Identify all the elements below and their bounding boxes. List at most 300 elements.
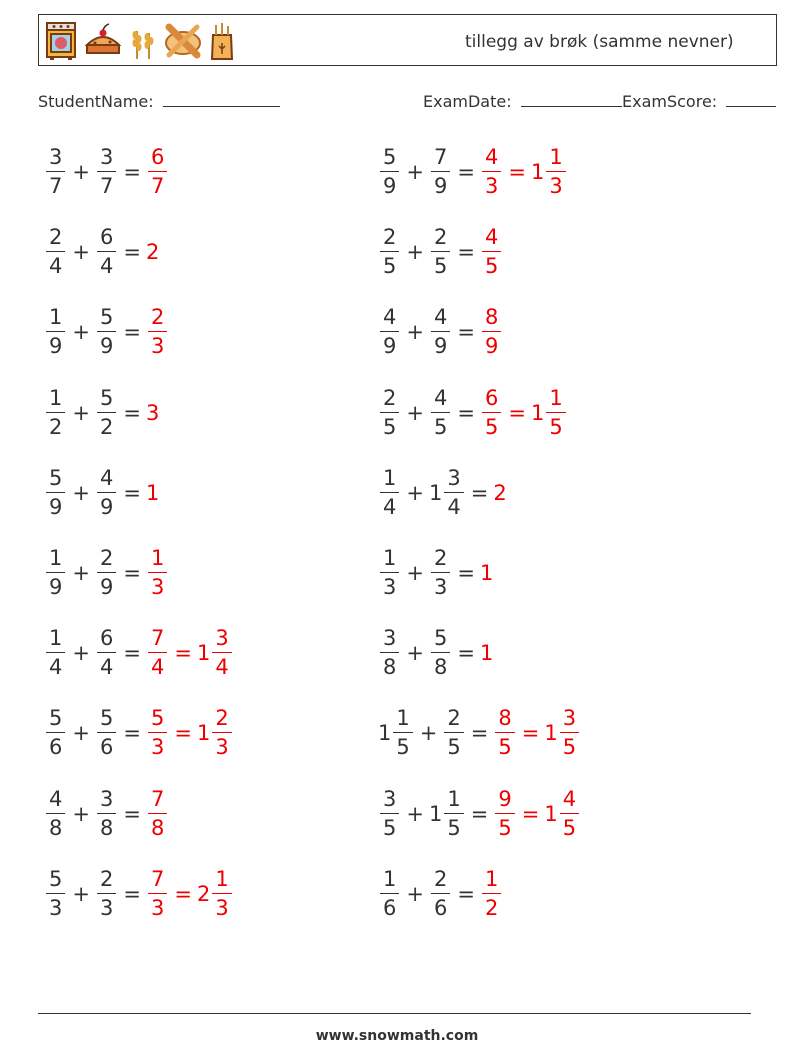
denominator: 3 [150,735,165,760]
fraction [148,147,167,197]
denominator: 7 [99,174,114,198]
fraction [380,866,399,920]
number [197,628,234,678]
pie-icon [83,21,123,61]
problem-12 [378,541,493,605]
fraction [380,786,399,840]
denominator: 5 [383,815,397,840]
number [480,227,503,277]
plus-sign: + [406,320,424,345]
whole-part: 3 [145,400,160,425]
denominator: 6 [49,735,63,760]
plus-sign: + [72,160,90,184]
number [428,465,466,519]
number [146,481,159,505]
denominator: 3 [150,334,165,359]
answer [146,401,159,425]
fraction [482,227,501,277]
footer-divider [38,1013,751,1014]
worksheet-header [38,14,777,66]
number [429,385,452,439]
numerator: 6 [97,227,116,252]
denominator: 3 [99,895,114,920]
denominator: 5 [383,414,397,439]
equals-sign: = [123,320,141,345]
denominator: 4 [215,655,229,680]
numerator: 3 [380,789,399,814]
number [44,227,67,277]
denominator: 9 [49,494,63,519]
numerator: 8 [495,708,514,733]
number [95,465,118,519]
number [480,866,503,920]
numerator: 2 [46,227,65,252]
number [378,628,401,678]
fraction [148,708,167,758]
worksheet-title: tillegg av brøk (samme nevner) [465,32,734,52]
number [442,708,465,758]
denominator: 9 [99,575,114,599]
denominator: 9 [433,174,448,198]
numerator: 6 [97,628,116,653]
problem-11 [44,541,169,605]
plus-sign: + [72,721,90,746]
denominator: 9 [49,575,63,599]
numerator: 1 [46,548,65,573]
numerator: 4 [431,307,450,332]
denominator: 9 [383,174,397,198]
number [95,708,118,758]
number [95,227,118,277]
number [44,465,67,519]
equals-sign: = [457,320,475,345]
denominator: 5 [484,414,499,439]
number [378,548,401,598]
fraction [380,628,399,678]
numerator: 4 [482,147,501,172]
fraction [46,385,65,439]
fraction [97,227,116,277]
number [146,147,169,197]
numerator: 4 [97,468,116,493]
fraction [431,548,450,598]
problem-15 [44,701,234,765]
number [480,307,503,357]
number [95,307,118,357]
numerator: 2 [431,548,450,573]
fraction [482,866,501,920]
number [44,708,67,758]
answer [480,641,493,665]
denominator: 8 [99,815,114,840]
problem-10 [378,461,507,525]
plus-sign: + [72,400,90,425]
plus-sign: + [406,160,424,184]
number [480,147,503,197]
fraction [431,385,450,439]
denominator: 8 [433,655,448,680]
problem-8 [378,381,568,445]
denominator: 8 [150,815,165,840]
numerator: 1 [46,307,65,332]
exam-date-field[interactable] [423,92,622,111]
number [146,401,159,425]
exam-date-label: ExamDate: [423,92,512,111]
whole-part: 1 [428,801,443,826]
problem-14 [378,621,493,685]
fraction [431,628,450,678]
flour-sack-icon [209,21,235,61]
fraction [148,786,167,840]
equals-sign: = [123,400,141,425]
number [196,866,234,920]
header-icons [45,19,235,63]
fraction [148,628,167,678]
equals-sign: = [521,721,540,746]
number [480,385,503,439]
plus-sign: + [406,881,424,906]
denominator: 7 [150,174,165,198]
fraction [380,385,399,439]
number [493,481,506,505]
numerator: 3 [444,468,463,493]
numerator: 1 [212,869,231,894]
number [429,548,452,598]
plus-sign: + [406,641,424,666]
denominator: 3 [49,895,63,920]
whole-part: 1 [479,561,494,585]
number [378,465,401,519]
problem-13 [44,621,234,685]
denominator: 4 [99,254,114,279]
numerator: 5 [97,708,116,733]
equals-sign: = [457,160,475,184]
number [146,548,169,598]
answer [480,385,568,439]
denominator: 8 [49,815,63,840]
number [146,786,169,840]
numerator: 1 [546,147,565,172]
denominator: 6 [383,895,397,920]
equals-sign: = [457,240,475,265]
fraction [46,465,65,519]
number [378,147,401,197]
numerator: 3 [380,628,399,653]
plus-sign: + [419,721,438,746]
number [95,866,118,920]
fraction [148,548,167,598]
fraction [46,227,65,277]
fraction [560,708,579,758]
fraction [46,548,65,598]
number [378,708,415,758]
fraction [97,786,116,840]
plus-sign: + [406,400,424,425]
numerator: 2 [380,388,399,413]
problem-20 [378,862,503,926]
numerator: 7 [431,147,450,172]
denominator: 6 [99,735,114,760]
wheat-icon [129,21,157,61]
fraction [97,628,116,678]
footer-url: www.snowmath.com [315,1028,479,1044]
denominator: 5 [484,254,499,279]
answer [480,561,493,585]
numerator: 1 [380,869,399,894]
numerator: 4 [482,227,501,252]
number [544,786,581,840]
whole-part: 1 [479,641,494,666]
fraction [431,307,450,357]
equals-sign: = [123,801,141,826]
denominator: 3 [150,575,165,599]
whole-part: 2 [145,240,160,265]
number [146,628,169,678]
fraction [495,708,514,758]
equals-sign: = [470,721,489,746]
fraction [431,866,450,920]
answer [493,786,581,840]
numerator: 5 [431,628,450,653]
problem-17 [44,782,169,846]
number [378,866,401,920]
denominator: 5 [447,735,461,760]
problem-4 [378,220,503,284]
problem-3 [44,220,159,284]
denominator: 9 [433,334,448,359]
number [95,147,118,197]
numerator: 7 [148,869,167,894]
number [44,385,67,439]
exam-date-blank[interactable] [521,92,622,107]
number [197,708,234,758]
number [44,786,67,840]
fraction [380,548,399,598]
fraction [46,866,65,920]
answer [146,866,234,920]
equals-sign: = [123,160,141,184]
student-name-field[interactable] [38,92,280,111]
denominator: 3 [433,575,448,599]
whole-part: 1 [378,721,392,746]
numerator: 5 [148,708,167,733]
numerator: 1 [482,869,501,894]
denominator: 8 [383,655,397,680]
numerator: 5 [97,307,116,332]
number [378,786,401,840]
answer [480,227,503,277]
numerator: 4 [380,307,399,332]
denominator: 6 [433,895,448,920]
numerator: 2 [431,869,450,894]
equals-sign: = [123,881,141,906]
numerator: 5 [97,388,116,413]
whole-part: 1 [544,721,558,746]
fraction [46,147,65,197]
denominator: 3 [484,174,499,198]
number [429,628,452,678]
plus-sign: + [72,480,90,505]
equals-sign: = [470,480,489,505]
fraction [148,866,167,920]
fraction [212,628,231,678]
numerator: 5 [46,708,65,733]
whole-part: 1 [530,400,545,425]
problem-9 [44,461,159,525]
denominator: 4 [99,655,114,680]
fraction [97,385,116,439]
equals-sign: = [521,801,540,826]
answer [146,786,169,840]
fraction [97,307,116,357]
denominator: 2 [484,895,499,920]
numerator: 6 [482,388,501,413]
student-name-blank[interactable] [163,92,280,107]
fraction [46,307,65,357]
number [480,561,493,585]
denominator: 2 [49,414,63,439]
fraction [444,786,463,840]
numerator: 7 [148,789,167,814]
number [44,548,67,598]
denominator: 5 [498,735,512,760]
denominator: 5 [433,254,448,279]
equals-sign: = [123,721,141,746]
denominator: 5 [383,254,397,279]
numerator: 6 [148,147,167,172]
number [428,786,466,840]
numerator: 3 [212,628,231,653]
number [429,147,452,197]
equals-sign: = [457,641,475,666]
answer [146,628,234,678]
denominator: 4 [383,494,397,519]
numerator: 5 [46,869,65,894]
number [531,147,568,197]
number [480,641,493,665]
denominator: 2 [99,414,114,439]
equals-sign: = [174,721,192,746]
denominator: 9 [49,334,63,359]
denominator: 4 [49,655,63,680]
exam-score-blank[interactable] [726,92,776,107]
fraction [212,866,231,920]
equals-sign: = [457,400,475,425]
denominator: 5 [396,735,410,760]
numerator: 1 [46,388,65,413]
number [378,307,401,357]
answer [146,147,169,197]
denominator: 9 [484,334,499,359]
denominator: 9 [99,334,114,359]
number [378,385,401,439]
fraction [482,147,501,197]
denominator: 4 [150,655,165,680]
numerator: 1 [393,708,412,733]
number [44,307,67,357]
numerator: 8 [482,307,501,332]
plus-sign: + [406,480,424,505]
numerator: 4 [46,789,65,814]
answer [146,708,234,758]
fraction [97,866,116,920]
equals-sign: = [508,400,526,425]
fraction [380,227,399,277]
whole-part: 2 [493,480,507,505]
numerator: 4 [431,388,450,413]
answer [480,147,568,197]
numerator: 3 [560,708,579,733]
number [146,708,169,758]
denominator: 9 [383,334,397,359]
numerator: 2 [97,869,116,894]
number [493,786,516,840]
number [530,385,568,439]
fraction [46,628,65,678]
numerator: 5 [46,468,65,493]
fraction [380,465,399,519]
fraction [97,147,116,197]
fraction [546,385,565,439]
number [44,866,67,920]
exam-score-field[interactable] [622,92,776,111]
numerator: 1 [46,628,65,653]
equals-sign: = [470,801,489,826]
numerator: 2 [148,307,167,332]
fraction [431,147,450,197]
number [429,227,452,277]
number [95,786,118,840]
problem-2 [378,140,568,204]
fraction [380,147,399,197]
denominator: 3 [215,735,229,760]
whole-part: 1 [196,721,211,746]
plus-sign: + [406,561,424,585]
fraction [97,708,116,758]
plus-sign: + [406,801,424,826]
answer [493,481,506,505]
fraction [148,307,167,357]
problem-16 [378,701,581,765]
problem-1 [44,140,169,204]
plus-sign: + [406,240,424,265]
answer [480,866,503,920]
number [146,240,159,264]
problem-18 [378,782,581,846]
denominator: 5 [433,414,448,439]
fraction [97,548,116,598]
rolling-pin-icon [163,21,203,61]
fraction [560,786,579,840]
number [95,628,118,678]
number [429,307,452,357]
plus-sign: + [72,240,90,265]
whole-part: 2 [196,881,211,906]
fraction [380,307,399,357]
numerator: 7 [148,628,167,653]
numerator: 2 [97,548,116,573]
denominator: 3 [150,895,165,920]
plus-sign: + [72,881,90,906]
numerator: 1 [380,548,399,573]
answer [146,307,169,357]
whole-part: 1 [145,480,160,505]
number [146,866,169,920]
number [95,548,118,598]
plus-sign: + [72,801,90,826]
answer [146,548,169,598]
denominator: 5 [447,815,461,840]
